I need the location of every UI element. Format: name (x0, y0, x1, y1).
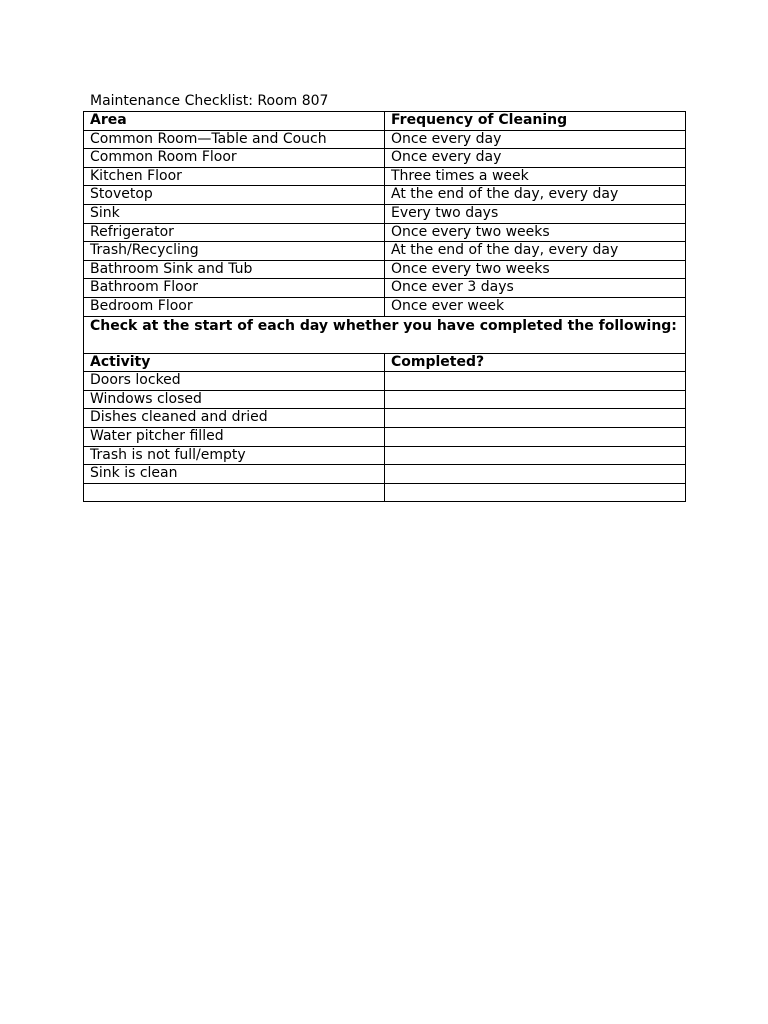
activity-column-header: Activity (84, 353, 385, 372)
activity-cell: Trash is not full/empty (84, 446, 385, 465)
area-cell: Kitchen Floor (84, 167, 385, 186)
frequency-cell: Every two days (385, 204, 686, 223)
table-row (84, 483, 686, 502)
table-row (84, 409, 686, 428)
completed-cell (385, 446, 686, 465)
frequency-cell: Once ever 3 days (385, 279, 686, 298)
activity-cell: Dishes cleaned and dried (84, 409, 385, 428)
area-cell: Sink (84, 204, 385, 223)
table-row (84, 427, 686, 446)
frequency-cell: At the end of the day, every day (385, 186, 686, 205)
activity-cell: Sink is clean (84, 465, 385, 484)
completed-cell (385, 465, 686, 484)
table-row (84, 242, 686, 261)
table-row (84, 167, 686, 186)
completed-cell (385, 372, 686, 391)
table-row (84, 223, 686, 242)
daily-check-header-row (84, 353, 686, 372)
frequency-cell: Once every day (385, 130, 686, 149)
table-row (84, 186, 686, 205)
completed-cell (385, 483, 686, 502)
instruction-row (84, 316, 686, 353)
table-row (84, 204, 686, 223)
document-title: Maintenance Checklist: Room 807 (90, 93, 329, 109)
area-cell: Trash/Recycling (84, 242, 385, 261)
activity-cell: Doors locked (84, 372, 385, 391)
frequency-cell: Once ever week (385, 297, 686, 316)
area-cell: Stovetop (84, 186, 385, 205)
activity-cell: Water pitcher filled (84, 427, 385, 446)
completed-cell (385, 427, 686, 446)
activity-cell: Windows closed (84, 390, 385, 409)
frequency-column-header: Frequency of Cleaning (385, 112, 686, 131)
frequency-cell: Three times a week (385, 167, 686, 186)
area-cell: Bathroom Sink and Tub (84, 260, 385, 279)
frequency-cell: At the end of the day, every day (385, 242, 686, 261)
table-row (84, 446, 686, 465)
daily-check-instruction: Check at the start of each day whether you have completed the following: (84, 316, 686, 353)
frequency-cell: Once every day (385, 149, 686, 168)
table-row (84, 260, 686, 279)
table-row (84, 279, 686, 298)
completed-cell (385, 390, 686, 409)
completed-cell (385, 409, 686, 428)
table-row (84, 372, 686, 391)
area-cell: Refrigerator (84, 223, 385, 242)
table-row (84, 390, 686, 409)
maintenance-checklist-table (83, 111, 686, 502)
frequency-cell: Once every two weeks (385, 223, 686, 242)
area-cell: Common Room—Table and Couch (84, 130, 385, 149)
area-column-header: Area (84, 112, 385, 131)
area-cell: Bedroom Floor (84, 297, 385, 316)
activity-cell (84, 483, 385, 502)
table-row (84, 130, 686, 149)
area-cell: Common Room Floor (84, 149, 385, 168)
table-row (84, 465, 686, 484)
table-row (84, 297, 686, 316)
frequency-cell: Once every two weeks (385, 260, 686, 279)
area-cell: Bathroom Floor (84, 279, 385, 298)
completed-column-header: Completed? (385, 353, 686, 372)
table-row (84, 149, 686, 168)
cleaning-header-row (84, 112, 686, 131)
